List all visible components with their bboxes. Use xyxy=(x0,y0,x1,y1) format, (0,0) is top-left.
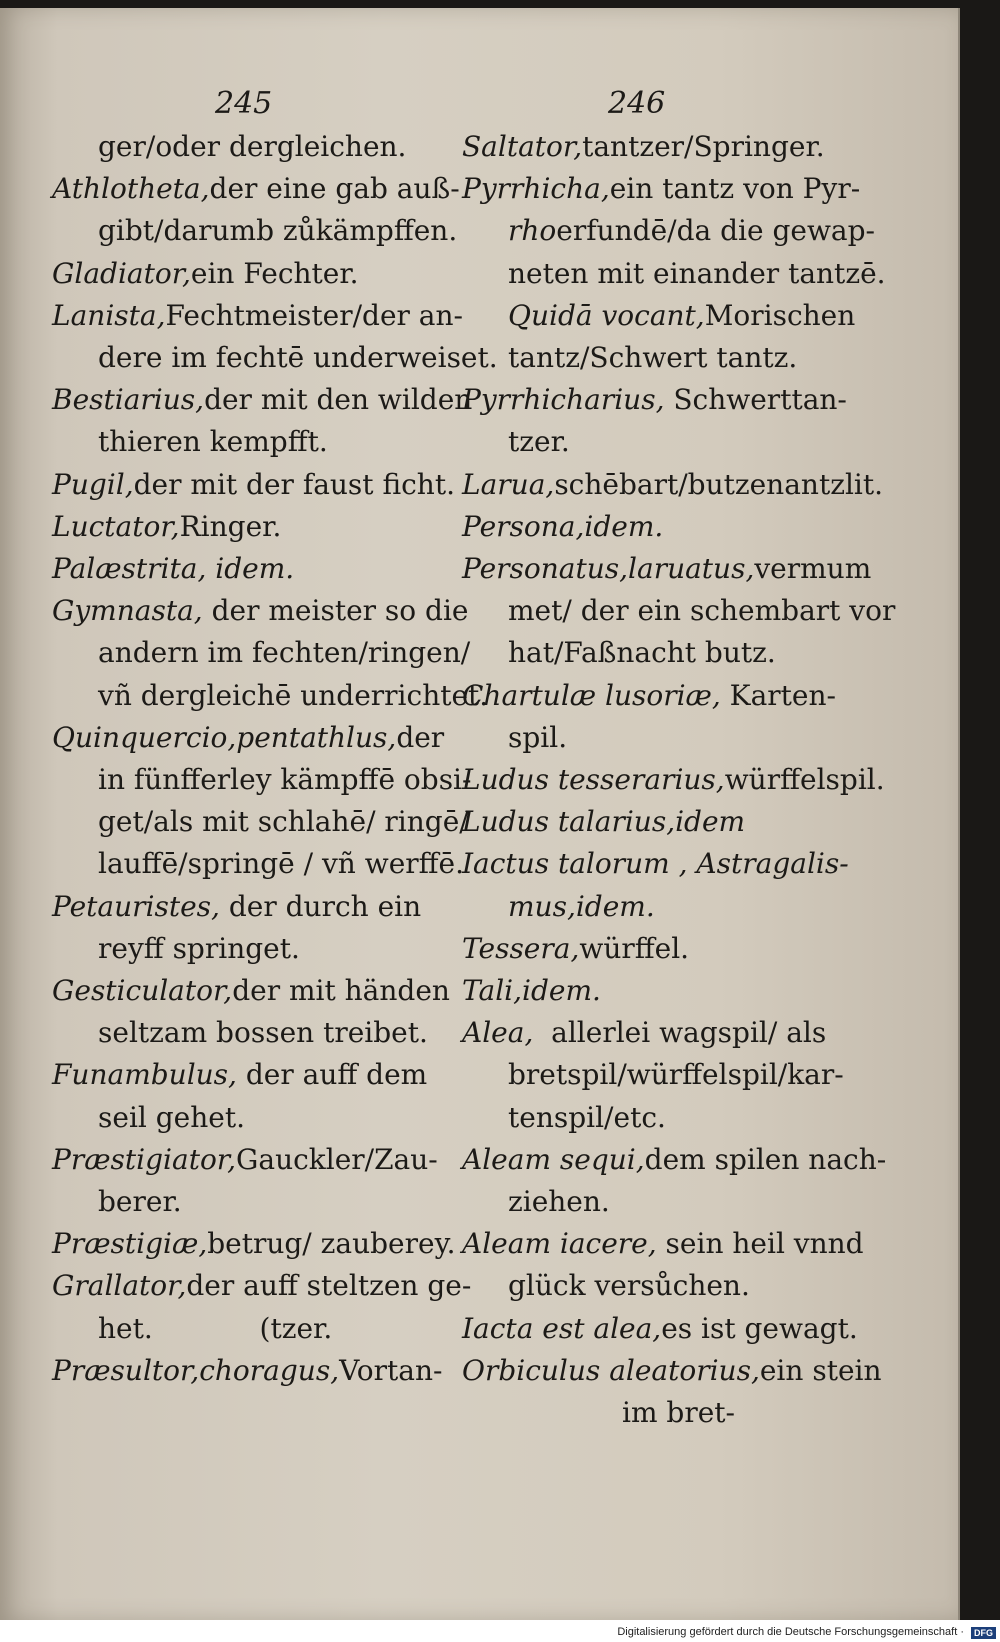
latin-term: Tessera, xyxy=(462,931,580,965)
text-line xyxy=(462,464,884,506)
text-line xyxy=(462,843,852,885)
german-gloss: würffelspil. xyxy=(724,763,885,797)
text-line xyxy=(462,801,852,843)
text-line xyxy=(462,1308,858,1350)
german-gloss: bretspil/würffelspil/kar- xyxy=(508,1058,844,1092)
latin-term: Pugil, xyxy=(52,467,134,501)
latin-term: Orbiculus aleatorius, xyxy=(462,1353,760,1387)
latin-term: Chartulæ lusoriæ, xyxy=(462,678,721,712)
german-gloss: seil gehet. xyxy=(98,1100,245,1134)
text-line xyxy=(462,210,875,252)
text-line xyxy=(52,1308,437,1350)
text-line xyxy=(462,675,852,717)
latin-term: Aleam sequi, xyxy=(462,1142,645,1176)
text-line xyxy=(462,632,852,674)
latin-term: Personatus,laruatus, xyxy=(462,552,755,586)
german-gloss: gibt/darumb zůkämpffen. xyxy=(98,214,458,248)
latin-term: Tali,idem. xyxy=(462,974,601,1008)
german-gloss: lauffē/springē / vñ werffē. xyxy=(98,847,465,881)
german-gloss: der auff steltzen ge- xyxy=(186,1269,472,1303)
german-gloss: Ringer. xyxy=(179,509,282,543)
text-line xyxy=(462,421,852,463)
text-line xyxy=(462,590,896,632)
latin-term: Persona,idem. xyxy=(462,509,664,543)
german-gloss: der durch ein xyxy=(219,889,422,923)
latin-term: Alea, xyxy=(462,1016,534,1050)
latin-term: Gladiator, xyxy=(52,256,191,290)
latin-term: Palæstrita, idem. xyxy=(52,552,295,586)
german-gloss: get/als mit schlahē/ ringē/ xyxy=(98,805,469,839)
text-line xyxy=(52,210,458,252)
latin-term: Aleam iacere, xyxy=(462,1227,657,1261)
german-gloss: glück versůchen. xyxy=(508,1269,750,1303)
text-line xyxy=(52,1223,456,1265)
latin-term: rho xyxy=(508,214,557,248)
text-line xyxy=(462,548,872,590)
latin-term: Quinquercio,pentathlus, xyxy=(52,720,397,754)
dfg-logo: DFG xyxy=(971,1627,996,1639)
german-gloss: es ist gewagt. xyxy=(661,1311,858,1345)
text-line xyxy=(462,506,852,548)
german-gloss: seltzam bossen treibet. xyxy=(98,1016,428,1050)
latin-term: Pyrrhicha, xyxy=(462,172,610,206)
german-gloss: der meister so die xyxy=(202,594,469,628)
text-line xyxy=(52,759,472,801)
german-gloss: ger/oder dergleichen. xyxy=(98,130,407,163)
german-gloss: der xyxy=(396,720,445,754)
footer-credit: Digitalisierung gefördert durch die Deutsche Forschungsgemeinschaft · xyxy=(617,1626,964,1638)
german-gloss: ein stein xyxy=(759,1353,882,1387)
text-line xyxy=(462,1392,852,1434)
text-line xyxy=(462,1223,864,1265)
text-line xyxy=(462,1181,852,1223)
text-line xyxy=(462,253,886,295)
german-gloss: tenspil/etc. xyxy=(508,1100,666,1134)
german-gloss: betrug/ zauberey. xyxy=(207,1227,456,1261)
german-gloss: met/ der ein schembart vor xyxy=(508,594,896,628)
text-line xyxy=(462,717,852,759)
german-gloss: tzer. xyxy=(508,425,570,459)
german-gloss: ein tantz von Pyr- xyxy=(609,172,861,206)
text-line xyxy=(52,1181,437,1223)
german-gloss: Vortan- xyxy=(339,1353,443,1387)
latin-term: mus,idem. xyxy=(508,889,655,923)
german-gloss: der eine gab auß- xyxy=(209,172,460,206)
german-gloss: würffel. xyxy=(579,931,690,965)
text-line xyxy=(52,801,469,843)
text-line xyxy=(52,970,450,1012)
latin-term: Funambulus, xyxy=(52,1058,237,1092)
text-line xyxy=(52,1012,437,1054)
latin-term: Iacta est alea, xyxy=(462,1311,662,1345)
text-line xyxy=(462,1097,852,1139)
latin-term: Ludus talarius,idem xyxy=(462,805,746,839)
text-line xyxy=(462,1012,852,1054)
text-line xyxy=(462,168,861,210)
text-line xyxy=(52,464,455,506)
german-gloss: der auff dem xyxy=(236,1058,428,1092)
german-gloss: Gauckler/Zau- xyxy=(236,1142,438,1176)
text-line xyxy=(52,632,471,674)
german-gloss: Schwerttan- xyxy=(664,383,847,417)
page-number-left: 245 xyxy=(215,86,273,121)
german-gloss: tantz/Schwert tantz. xyxy=(508,341,798,375)
text-line xyxy=(462,928,852,970)
text-line xyxy=(52,675,489,717)
german-gloss: schēbart/butzenantzlit. xyxy=(554,467,884,501)
text-line xyxy=(462,759,885,801)
german-gloss: berer. xyxy=(98,1185,182,1219)
german-gloss: tantzer/Springer. xyxy=(582,130,825,163)
text-line xyxy=(462,1139,887,1181)
text-line xyxy=(52,928,437,970)
german-gloss: Morischen xyxy=(704,298,856,332)
german-gloss: allerlei wagspil/ als xyxy=(533,1016,827,1050)
text-line xyxy=(462,337,852,379)
german-gloss: ein Fechter. xyxy=(190,256,359,290)
latin-term: Ludus tesserarius, xyxy=(462,763,725,797)
german-gloss: der mit den wilden xyxy=(204,383,473,417)
german-gloss: vñ dergleichē underrichtet. xyxy=(98,678,489,712)
text-line xyxy=(52,168,460,210)
text-line xyxy=(462,1265,852,1307)
german-gloss: sein heil vnnd xyxy=(656,1227,864,1261)
text-line xyxy=(52,1139,437,1181)
text-line xyxy=(52,379,473,421)
text-line xyxy=(462,126,852,168)
text-line xyxy=(52,1265,472,1307)
german-gloss: reyff springet. xyxy=(98,931,300,965)
latin-term: Præstigiæ, xyxy=(52,1227,208,1261)
text-line xyxy=(52,126,437,168)
german-gloss: het. (tzer. xyxy=(98,1311,333,1345)
latin-term: Grallator, xyxy=(52,1269,187,1303)
latin-term: Iactus talorum , Astragalis- xyxy=(462,847,849,881)
latin-term: Bestiarius, xyxy=(52,383,205,417)
german-gloss: dem spilen nach- xyxy=(644,1142,887,1176)
latin-term: Præstigiator, xyxy=(52,1142,237,1176)
latin-term: Larua, xyxy=(462,467,555,501)
text-line xyxy=(462,970,852,1012)
text-line xyxy=(52,1350,443,1392)
text-line xyxy=(462,1054,852,1096)
page-number-right: 246 xyxy=(608,86,666,121)
german-gloss: Fechtmeister/der an- xyxy=(165,298,463,332)
german-gloss: ziehen. xyxy=(508,1185,610,1219)
latin-term: Quidā vocant, xyxy=(508,298,705,332)
latin-term: Athlotheta, xyxy=(52,172,210,206)
text-line xyxy=(462,1350,882,1392)
text-line xyxy=(462,379,852,421)
latin-term: Pyrrhicharius, xyxy=(462,383,665,417)
text-line xyxy=(462,886,852,928)
german-gloss: erfundē/da die gewap- xyxy=(556,214,875,248)
text-line xyxy=(52,1054,437,1096)
german-gloss: Karten- xyxy=(720,678,836,712)
german-gloss: spil. xyxy=(508,720,568,754)
text-line xyxy=(52,295,463,337)
latin-term: Saltator, xyxy=(462,130,583,163)
text-line xyxy=(52,886,437,928)
right-column xyxy=(462,126,896,1434)
german-gloss: neten mit einander tantzē. xyxy=(508,256,886,290)
text-line xyxy=(52,506,437,548)
footer-bar xyxy=(0,1620,1000,1642)
german-gloss: hat/Faßnacht butz. xyxy=(508,636,776,670)
text-line xyxy=(52,717,445,759)
text-line xyxy=(52,421,437,463)
text-line xyxy=(52,843,465,885)
text-line xyxy=(52,253,437,295)
latin-term: Lanista, xyxy=(52,298,166,332)
german-gloss: vermum xyxy=(754,552,872,586)
latin-term: Præsultor,choragus, xyxy=(52,1353,340,1387)
text-line xyxy=(52,1097,437,1139)
book-page xyxy=(0,8,960,1620)
german-gloss: andern im fechten/ringen/ xyxy=(98,636,471,670)
latin-term: Petauristes, xyxy=(52,889,220,923)
german-gloss: der mit händen xyxy=(232,974,450,1008)
german-gloss: thieren kempfft. xyxy=(98,425,328,459)
text-line xyxy=(52,548,437,590)
latin-term: Luctator, xyxy=(52,509,180,543)
german-gloss: der mit der faust ficht. xyxy=(133,467,455,501)
text-line xyxy=(462,295,856,337)
latin-term: Gymnasta, xyxy=(52,594,203,628)
german-gloss: in fünfferley kämpffē obsi- xyxy=(98,763,472,797)
text-line xyxy=(52,590,469,632)
german-gloss: dere im fechtē underweiset. xyxy=(98,341,498,375)
german-gloss: im bret- xyxy=(622,1396,735,1430)
text-line xyxy=(52,337,498,379)
latin-term: Gesticulator, xyxy=(52,974,233,1008)
